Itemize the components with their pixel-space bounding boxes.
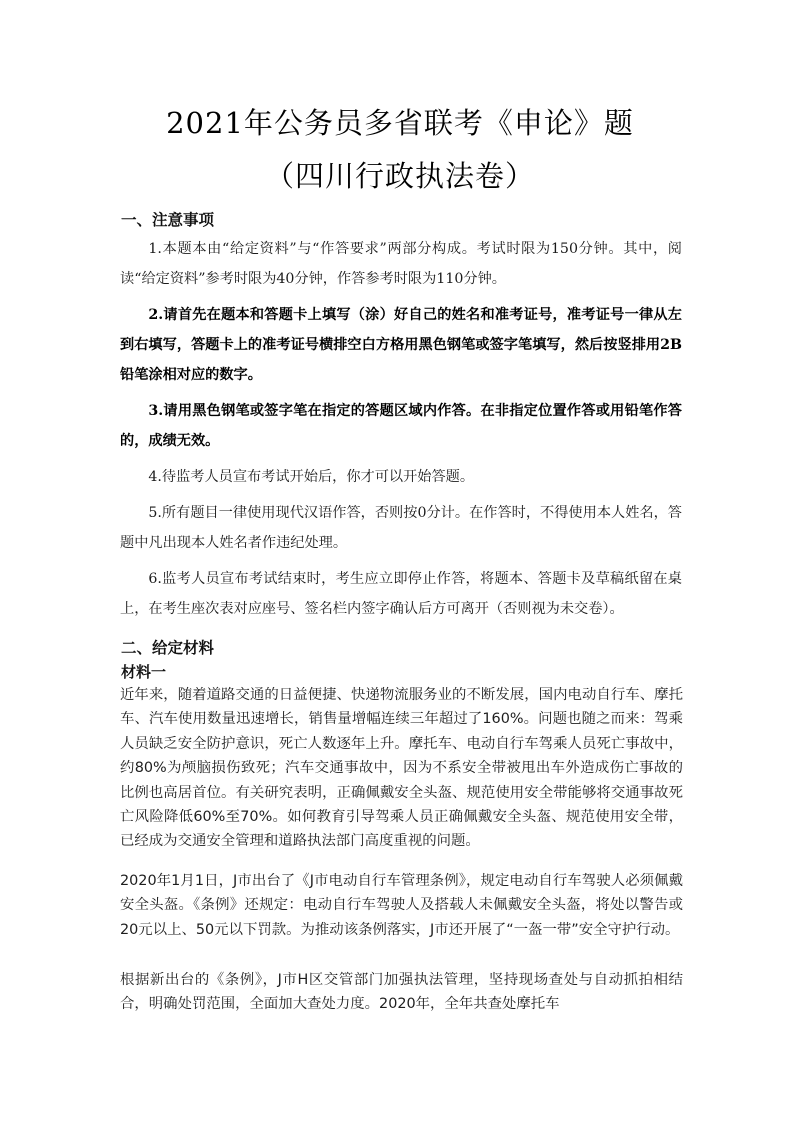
- note-item: 1.本题本由“给定资料”与“作答要求”两部分构成。考试时限为150分钟。其中，阅读“给定资料”参考时限为40分钟，作答参考时限为110分钟。: [120, 241, 682, 287]
- material-paragraph: 根据新出台的《条例》，J市H区交管部门加强执法管理，坚持现场查处与自动抓拍相结合，明确处罚范围，全面加大查处力度。2020年，全年共查处摩托车: [120, 972, 683, 1013]
- document-subtitle: （四川行政执法卷）: [264, 159, 535, 193]
- section-heading-notes: 一、注意事项: [121, 211, 215, 229]
- note-item: 4.待监考人员宣布考试开始后，你才可以开始答题。: [148, 469, 475, 485]
- note-item: 6.监考人员宣布考试结束时，考生应立即停止作答，将题本、答题卡及草稿纸留在桌上，在考生座次表对应座号、签名栏内签字确认后方可离开（否则视为未交卷）。: [120, 571, 682, 617]
- note-item: 3.请用黑色钢笔或签字笔在指定的答题区域内作答。在非指定位置作答或用铅笔作答的，成绩无效。: [120, 403, 682, 449]
- note-item: 2.请首先在题本和答题卡上填写（涂）好自己的姓名和准考证号，准考证号一律从左到右填写，答题卡上的准考证号横排空白方格用黑色钢笔或签字笔填写，然后按竖排用2B铅笔涂相对应的数字。: [120, 307, 682, 383]
- notes-list: [120, 234, 682, 630]
- note-item: 5.所有题目一律使用现代汉语作答，否则按0分计。在作答时，不得使用本人姓名，答题中凡出现本人姓名者作违纪处理。: [120, 505, 682, 551]
- material-paragraph: 近年来，随着道路交通的日益便捷、快递物流服务业的不断发展，国内电动自行车、摩托车、汽车使用数量迅速增长，销售量增幅连续三年超过了160%。问题也随之而来：驾乘人员缺乏安全防护意识，死亡人数逐年上升。摩托车、电动自行车驾乘人员死亡事故中，约80%为颅脑损伤致死；汽车交通事故中，因为不系安全带被甩出车外造成伤亡事故的比例也高居首位。有关研究表明，正确佩戴安全头盔、规范使用安全带能够将交通事故死亡风险降低60%至70%。如何教育引导驾乘人员正确佩戴安全头盔、规范使用安全带，已经成为交通安全管理和道路执法部门高度重视的问题。: [120, 687, 683, 850]
- material-paragraph: 2020年1月1日，J市出台了《J市电动自行车管理条例》，规定电动自行车驾驶人必须佩戴安全头盔。《条例》还规定：电动自行车驾驶人及搭载人未佩戴安全头盔，将处以警告或20元以上、50元以下罚款。为推动该条例落实，J市还开展了“一盔一带”安全守护行动。: [120, 873, 683, 938]
- material-label: 材料一: [121, 663, 167, 681]
- section-heading-materials: 二、给定材料: [121, 639, 215, 657]
- document-title: 2021年公务员多省联考《申论》题: [166, 106, 634, 140]
